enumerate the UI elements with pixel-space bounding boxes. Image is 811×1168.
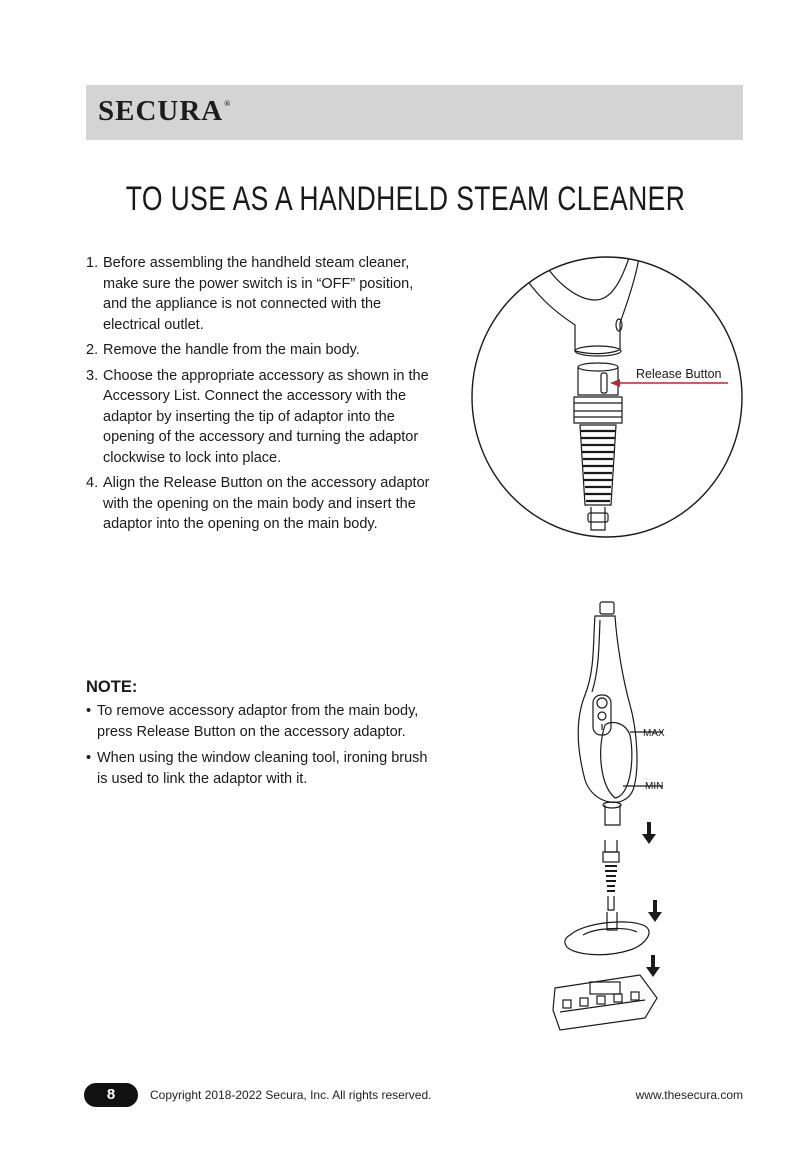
note-list (86, 701, 431, 795)
copyright-text: Copyright 2018-2022 Secura, Inc. All rights reserved. (150, 1088, 432, 1102)
note-item: • When using the window cleaning tool, ironing brush is used to link the adaptor with it. (86, 750, 428, 787)
header-band (86, 85, 743, 140)
release-button-label: Release Button (636, 367, 722, 381)
assembly-illustration (545, 600, 745, 1040)
step-item: 3. Choose the appropriate accessory as shown in the Accessory List. Connect the accessory with the adaptor by inserting the tip of adaptor into the opening of the accessory and turning the adaptor clockwise to lock into place. (86, 367, 429, 466)
website-link[interactable]: www.thesecura.com (635, 1088, 743, 1102)
release-button-illustration (470, 255, 745, 540)
note-heading: NOTE: (86, 678, 138, 696)
step-item: 1. Before assembling the handheld steam cleaner, make sure the power switch is in “OFF” position, and the appliance is not connected with the electrical outlet. (86, 255, 414, 333)
brand-logo: SECURA® (98, 95, 232, 127)
step-item: 4. Align the Release Button on the accessory adaptor with the opening on the main body and insert the adaptor into the opening on the main body. (86, 475, 430, 532)
page-number-badge: 8 (84, 1083, 138, 1107)
min-label: MIN (645, 781, 664, 792)
max-label: MAX (643, 728, 665, 739)
page-title: TO USE AS A HANDHELD STEAM CLEANER (125, 180, 686, 218)
step-item: 2. Remove the handle from the main body. (86, 342, 360, 358)
note-item: • To remove accessory adaptor from the main body, press Release Button on the accessory adaptor. (86, 703, 419, 740)
instruction-steps (86, 253, 431, 540)
